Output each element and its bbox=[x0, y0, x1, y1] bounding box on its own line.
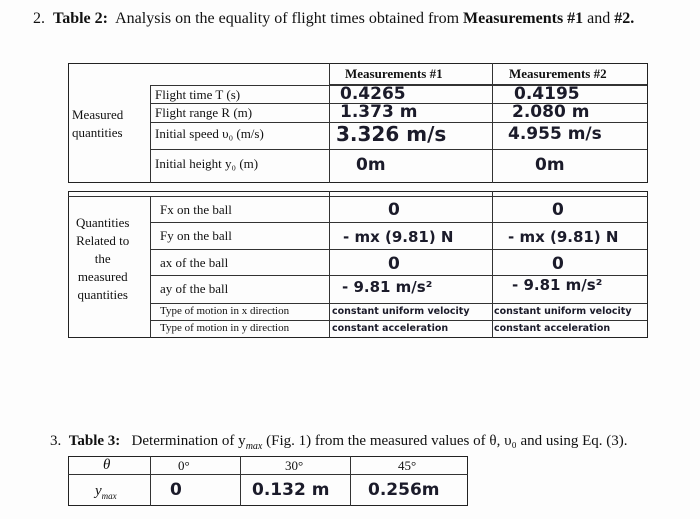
header-measurements-2: Measurements #2 bbox=[509, 66, 607, 81]
handwritten-value: 0 bbox=[388, 254, 400, 274]
row-label: Initial speed υ₀ (m/s) bbox=[155, 126, 264, 141]
row-label: Type of motion in y direction bbox=[160, 322, 290, 334]
row-label: ax of the ball bbox=[160, 255, 229, 270]
angle-cell: 45° bbox=[398, 458, 417, 473]
row-label: ay of the ball bbox=[160, 281, 229, 296]
handwritten-value: constant uniform velocity bbox=[494, 306, 632, 317]
caption-bold: Measurements #1 bbox=[463, 10, 584, 27]
theta-header: θ bbox=[103, 457, 111, 473]
row-label: Initial height y₀ (m) bbox=[155, 156, 259, 171]
handwritten-value: - mx (9.81) N bbox=[343, 228, 454, 246]
row-label: Fy on the ball bbox=[160, 228, 232, 243]
table2-caption bbox=[33, 10, 634, 28]
item-number: 2. bbox=[33, 10, 45, 27]
handwritten-value: 0m bbox=[356, 155, 386, 175]
handwritten-value: 0 bbox=[552, 254, 564, 274]
handwritten-value: - mx (9.81) N bbox=[508, 228, 619, 246]
handwritten-value: 4.955 m/s bbox=[508, 124, 602, 144]
caption-bold-2: #2. bbox=[614, 10, 635, 27]
table-label: Table 3: bbox=[68, 433, 121, 449]
row-label: Fx on the ball bbox=[160, 202, 232, 217]
handwritten-value: 2.080 m bbox=[512, 102, 590, 122]
handwritten-value: 0.132 m bbox=[252, 480, 330, 500]
handwritten-value: 0 bbox=[388, 200, 400, 220]
row-label: Flight range R (m) bbox=[155, 105, 253, 120]
handwritten-value: constant uniform velocity bbox=[332, 306, 470, 317]
handwritten-value: 0 bbox=[170, 480, 182, 500]
angle-cell: 30° bbox=[285, 458, 304, 473]
caption-text: Analysis on the equality of flight times obtained from bbox=[115, 10, 460, 27]
measured-group-label: Measured quantities bbox=[72, 107, 124, 140]
handwritten-value: 0.4195 bbox=[514, 84, 580, 104]
handwritten-value: 1.373 m bbox=[340, 102, 418, 122]
handwritten-value: 0 bbox=[552, 200, 564, 220]
caption-and: and bbox=[587, 10, 611, 27]
table3-caption: 3. Table 3: Determination of $y_{max}$ (Fig. 1) from the measured values of θ, υ₀ and using Eq. (3). bbox=[50, 433, 628, 452]
handwritten-value: constant acceleration bbox=[332, 323, 449, 334]
handwritten-value: 0.256m bbox=[368, 480, 440, 500]
table-label: Table 2: bbox=[53, 10, 108, 27]
header-measurements-1: Measurements #1 bbox=[345, 66, 443, 81]
handwritten-value: - 9.81 m/s² bbox=[342, 278, 433, 296]
handwritten-value: 0m bbox=[535, 155, 565, 175]
handwritten-value: 0.4265 bbox=[340, 84, 406, 104]
handwritten-value: - 9.81 m/s² bbox=[512, 276, 603, 294]
related-group-label: Quantities Related to the measured quantities bbox=[76, 215, 130, 302]
row-label: Type of motion in x direction bbox=[160, 305, 290, 317]
angle-cell: 0° bbox=[178, 458, 190, 473]
handwritten-value: constant acceleration bbox=[494, 323, 611, 334]
ymax-header: $y_{max}$ bbox=[95, 483, 117, 501]
handwritten-value: 3.326 m/s bbox=[336, 122, 447, 146]
row-label: Flight time T (s) bbox=[155, 87, 241, 102]
